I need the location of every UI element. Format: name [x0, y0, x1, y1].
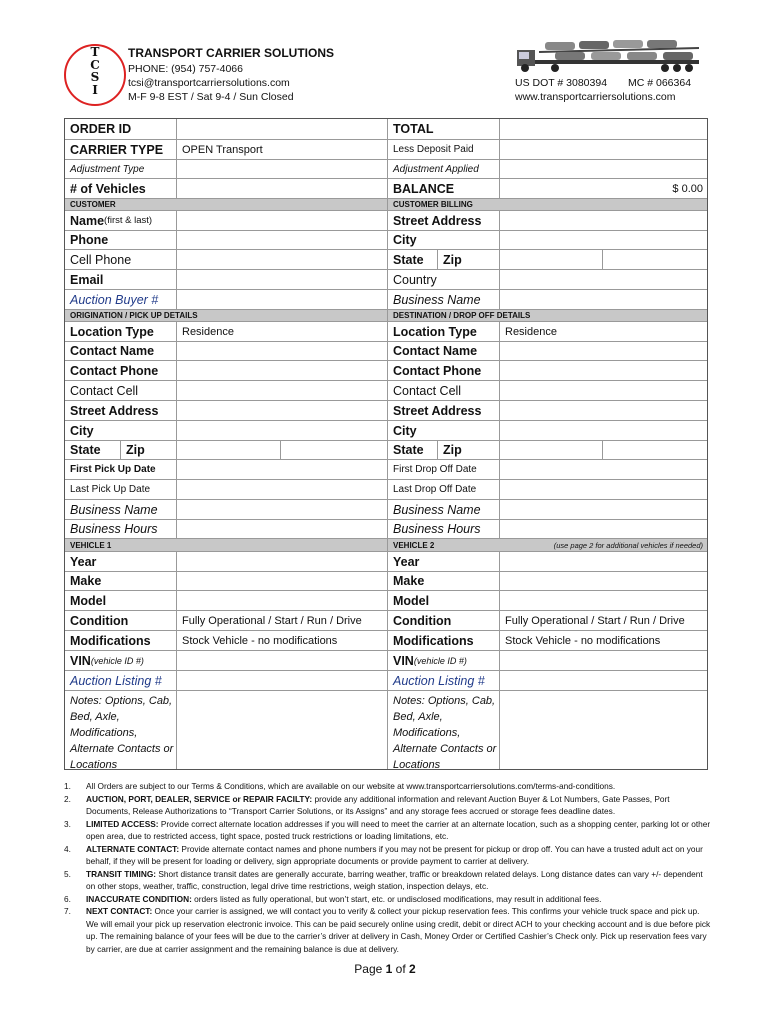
v1-vin-field[interactable] — [177, 651, 388, 671]
v1-year-label: Year — [65, 552, 177, 572]
origin-location-type-label: Location Type — [65, 322, 177, 342]
less-deposit-field[interactable] — [500, 140, 707, 160]
auction-buyer-label: Auction Buyer # — [65, 290, 177, 310]
dest-city-field[interactable] — [500, 421, 707, 441]
origin-first-date-label: First Pick Up Date — [65, 460, 177, 480]
v1-notes-field[interactable] — [177, 691, 388, 769]
customer-cell-field[interactable] — [177, 250, 388, 270]
v2-auction-listing-field[interactable] — [500, 671, 707, 691]
v1-notes-label: Notes: Options, Cab, Bed, Axle, Modifications, Alternate Contacts or Locations — [65, 691, 177, 769]
v2-model-label: Model — [388, 591, 500, 611]
dest-zip-label: Zip — [438, 441, 500, 460]
dest-business-hours-label: Business Hours — [388, 520, 500, 539]
billing-section-header: CUSTOMER BILLING — [388, 199, 707, 211]
dest-last-date-label: Last Drop Off Date — [388, 480, 500, 500]
origin-contact-cell-label: Contact Cell — [65, 381, 177, 401]
v1-model-label: Model — [65, 591, 177, 611]
dest-contact-name-field[interactable] — [500, 342, 707, 361]
dest-first-date-label: First Drop Off Date — [388, 460, 500, 480]
order-form — [64, 118, 708, 770]
vehicle2-section-header: VEHICLE 2 (use page 2 for additional vehicles if needed) — [388, 539, 707, 552]
terms-list — [64, 780, 714, 955]
dest-contact-cell-field[interactable] — [500, 381, 707, 401]
dest-business-name-label: Business Name — [388, 500, 500, 520]
logo-letters: T C S I — [90, 45, 100, 97]
v2-modifications-field[interactable]: Stock Vehicle - no modifications — [500, 631, 707, 651]
billing-street-label: Street Address — [388, 211, 500, 231]
dest-contact-name-label: Contact Name — [388, 342, 500, 361]
company-website[interactable]: www.transportcarriersolutions.com — [515, 91, 676, 103]
customer-email-field[interactable] — [177, 270, 388, 290]
adjustment-applied-field[interactable] — [500, 160, 707, 179]
v2-condition-label: Condition — [388, 611, 500, 631]
num-vehicles-label: # of Vehicles — [65, 179, 177, 199]
total-field[interactable] — [500, 119, 707, 140]
dest-last-date-field[interactable] — [500, 480, 707, 500]
dest-zip-field[interactable] — [603, 441, 707, 460]
billing-country-field[interactable] — [500, 270, 707, 290]
origin-contact-cell-field[interactable] — [177, 381, 388, 401]
page-number: Page 1 of 2 — [354, 962, 416, 976]
balance-label: BALANCE — [388, 179, 500, 199]
order-id-label: ORDER ID — [65, 119, 177, 140]
dest-contact-cell-label: Contact Cell — [388, 381, 500, 401]
dest-business-name-field[interactable] — [500, 500, 707, 520]
origin-zip-label: Zip — [121, 441, 177, 460]
origin-last-date-field[interactable] — [177, 480, 388, 500]
dest-business-hours-field[interactable] — [500, 520, 707, 539]
term-item: 1. All Orders are subject to our Terms & Conditions, which are available on our website at www.transportcarriersolutions.com/terms-and-conditions. — [64, 781, 616, 791]
order-id-field[interactable] — [177, 119, 388, 140]
dest-street-label: Street Address — [388, 401, 500, 421]
dest-city-label: City — [388, 421, 500, 441]
billing-zip-label: Zip — [438, 250, 500, 270]
billing-zip-field[interactable] — [603, 250, 707, 270]
v2-make-label: Make — [388, 572, 500, 591]
dest-contact-phone-field[interactable] — [500, 361, 707, 381]
balance-field[interactable]: $ 0.00 — [500, 179, 707, 199]
dest-first-date-field[interactable] — [500, 460, 707, 480]
company-name: TRANSPORT CARRIER SOLUTIONS — [128, 46, 335, 60]
customer-phone-field[interactable] — [177, 231, 388, 250]
us-dot-number: US DOT # 3080394 — [515, 77, 608, 89]
v2-make-field[interactable] — [500, 572, 707, 591]
destination-section-header: DESTINATION / DROP OFF DETAILS — [388, 310, 707, 322]
vehicle1-section-header: VEHICLE 1 — [65, 539, 388, 552]
v2-notes-label: Notes: Options, Cab, Bed, Axle, Modifications, Alternate Contacts or Locations — [388, 691, 500, 769]
num-vehicles-field[interactable] — [177, 179, 388, 199]
carrier-type-field[interactable]: OPEN Transport — [177, 140, 388, 160]
origin-contact-name-field[interactable] — [177, 342, 388, 361]
term-item: 4. ALTERNATE CONTACT: Provide alternate contact names and phone numbers if you may not be present for pickup or drop off. You can have a trusted adult act on your behalf, if they will be present for loading or delivery, sign appropriate documents or provide payment to carrier at delivery. — [64, 843, 703, 866]
origin-last-date-label: Last Pick Up Date — [65, 480, 177, 500]
origin-contact-name-label: Contact Name — [65, 342, 177, 361]
origin-location-type-field[interactable]: Residence — [177, 322, 388, 342]
v1-auction-listing-field[interactable] — [177, 671, 388, 691]
dest-location-type-field[interactable]: Residence — [500, 322, 707, 342]
v2-vin-label: VIN (vehicle ID #) — [388, 651, 500, 671]
v1-vin-label: VIN (vehicle ID #) — [65, 651, 177, 671]
adjustment-applied-label: Adjustment Applied — [388, 160, 500, 179]
business-hours: M-F 9-8 EST / Sat 9-4 / Sun Closed — [128, 91, 294, 103]
carrier-type-label: CARRIER TYPE — [65, 140, 177, 160]
v1-model-field[interactable] — [177, 591, 388, 611]
car-carrier-truck-icon — [515, 40, 701, 76]
customer-email-label: Email — [65, 270, 177, 290]
billing-state-field[interactable] — [500, 250, 603, 270]
billing-business-field[interactable] — [500, 290, 707, 310]
customer-phone-label: Phone — [65, 231, 177, 250]
billing-country-label: Country — [388, 270, 500, 290]
origin-section-header: ORIGINATION / PICK UP DETAILS — [65, 310, 388, 322]
auction-buyer-field[interactable] — [177, 290, 388, 310]
v1-condition-field[interactable]: Fully Operational / Start / Run / Drive — [177, 611, 388, 631]
v2-year-field[interactable] — [500, 552, 707, 572]
mc-number: MC # 066364 — [628, 77, 692, 89]
v1-make-field[interactable] — [177, 572, 388, 591]
origin-business-name-field[interactable] — [177, 500, 388, 520]
dest-street-field[interactable] — [500, 401, 707, 421]
customer-name-field[interactable] — [177, 211, 388, 231]
billing-street-field[interactable] — [500, 211, 707, 231]
v1-auction-listing-label: Auction Listing # — [65, 671, 177, 691]
dest-location-type-label: Location Type — [388, 322, 500, 342]
v2-notes-field[interactable] — [500, 691, 707, 769]
customer-section-header: CUSTOMER — [65, 199, 388, 211]
billing-city-label: City — [388, 231, 500, 250]
v1-year-field[interactable] — [177, 552, 388, 572]
billing-state-label: State — [388, 250, 438, 270]
origin-street-label: Street Address — [65, 401, 177, 421]
billing-business-label: Business Name — [388, 290, 500, 310]
dest-state-field[interactable] — [500, 441, 603, 460]
v2-modifications-label: Modifications — [388, 631, 500, 651]
term-item: 2. AUCTION, PORT, DEALER, SERVICE or REPAIR FACILTY: provide any additional information and relevant Auction Buyer & Lot Numbers, Gate Passes, Port Documents, Release Authorizations to “Transport Carrier Solutions, or its Assigns” and any storage fees accrued or storage fees deadline dates. — [64, 793, 670, 816]
adjustment-type-label: Adjustment Type — [65, 160, 177, 179]
origin-city-label: City — [65, 421, 177, 441]
origin-state-label: State — [65, 441, 121, 460]
origin-first-date-field[interactable] — [177, 460, 388, 480]
origin-city-field[interactable] — [177, 421, 388, 441]
v2-vin-field[interactable] — [500, 651, 707, 671]
term-item: 5. TRANSIT TIMING: Short distance transit dates are generally accurate, barring weather, traffic or breakdown related delays. Long distance dates can vary +/- dependent on other stops, weather, traffic, construction, legal drive time restrictions, weigh station, inspection delays, etc. — [64, 868, 703, 891]
origin-contact-phone-label: Contact Phone — [65, 361, 177, 381]
origin-state-field[interactable] — [177, 441, 281, 460]
origin-zip-field[interactable] — [281, 441, 388, 460]
v2-year-label: Year — [388, 552, 500, 572]
v1-make-label: Make — [65, 572, 177, 591]
term-item: 3. LIMITED ACCESS: Provide correct alternate location addresses if you will need to meet the carrier at an alternate location, such as a shopping center, parking lot or other open area, due to restricted access, tight space, posted truck restrictions or loading limitations, etc. — [64, 818, 711, 841]
v1-condition-label: Condition — [65, 611, 177, 631]
v2-model-field[interactable] — [500, 591, 707, 611]
customer-cell-label: Cell Phone — [65, 250, 177, 270]
v2-auction-listing-label: Auction Listing # — [388, 671, 500, 691]
company-phone: PHONE: (954) 757-4066 — [128, 63, 243, 75]
billing-city-field[interactable] — [500, 231, 707, 250]
origin-business-hours-label: Business Hours — [65, 520, 177, 539]
origin-business-name-label: Business Name — [65, 500, 177, 520]
v1-modifications-label: Modifications — [65, 631, 177, 651]
dest-state-label: State — [388, 441, 438, 460]
adjustment-type-field[interactable] — [177, 160, 388, 179]
company-email[interactable]: tcsi@transportcarriersolutions.com — [128, 77, 290, 89]
less-deposit-label: Less Deposit Paid — [388, 140, 500, 160]
term-item: 6. INACCURATE CONDITION: orders listed as fully operational, but won’t start, etc. or undisclosed modifications, may result in additional fees. — [64, 893, 602, 904]
v2-condition-field[interactable]: Fully Operational / Start / Run / Drive — [500, 611, 707, 631]
total-label: TOTAL — [388, 119, 500, 140]
origin-street-field[interactable] — [177, 401, 388, 421]
term-item: 7. NEXT CONTACT: Once your carrier is assigned, we will contact you to verify & collect your pickup reservation fees. This confirms your vehicle truck space and pick up. We will email your pick up reservation electronic invoice. This can be paid securely online using credit, debit or direct ACH to your checking account and is due before pick up. The remaining balance of your fees will be due to the carrier’s driver at delivery in Cash, Money Order or Certified Cashier’s Check only. Pick up reservation fees vary by carrier, are due at carrier assignment and the remaining balance is due at delivery. — [64, 906, 711, 954]
origin-contact-phone-field[interactable] — [177, 361, 388, 381]
origin-business-hours-field[interactable] — [177, 520, 388, 539]
v1-modifications-field[interactable]: Stock Vehicle - no modifications — [177, 631, 388, 651]
customer-name-label: Name (first & last) — [65, 211, 177, 231]
dest-contact-phone-label: Contact Phone — [388, 361, 500, 381]
